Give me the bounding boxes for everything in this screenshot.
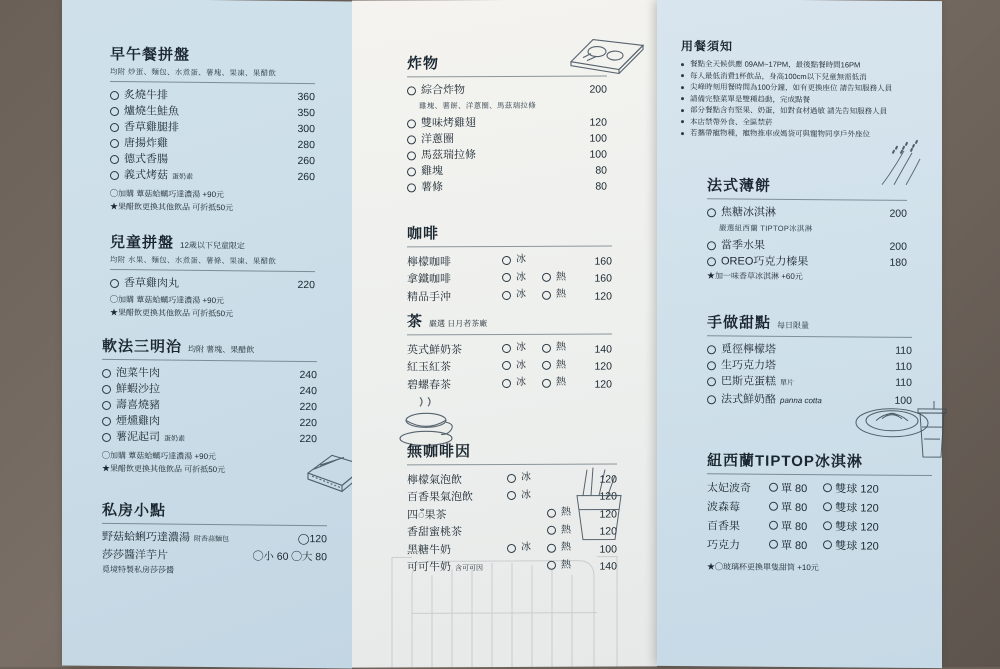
section-title: 茶嚴選 日月者茶廠 [407, 310, 612, 332]
star-note: ★◯玻璃杯更換單隻甜筒 +10元 [707, 561, 932, 575]
menu-item[interactable]: 焦糖冰淇淋 200 [707, 204, 907, 222]
bullet-ring-icon [102, 384, 111, 393]
option-cold[interactable]: 冰 [502, 375, 542, 391]
section-snacks [102, 499, 327, 578]
bullet-ring-icon [507, 491, 516, 500]
item-note: 覓境特製私房莎莎醬 [102, 564, 327, 578]
item-note: panna cotta [780, 396, 822, 405]
item-note: 含可可因 [455, 565, 483, 572]
notice-item: 部分餐點含有堅果、奶蛋，如對食材過敏 請先告知服務人員 [681, 104, 916, 117]
divider [102, 523, 327, 526]
bullet-ring-icon [707, 377, 716, 386]
option-hot[interactable]: 熱 [547, 505, 587, 521]
bullet-ring-icon [102, 400, 111, 409]
option-double[interactable]: 雙球 120 [823, 480, 878, 499]
bullet-ring-icon [407, 86, 416, 95]
bullet-ring-icon [110, 171, 119, 180]
option-cold[interactable]: 冰 [502, 340, 542, 356]
bullet-ring-icon [823, 483, 832, 492]
option-cold[interactable]: 冰 [507, 540, 547, 556]
bullet-ring-icon [110, 279, 119, 288]
bullet-ring-icon [823, 502, 832, 511]
notice-item: 餐點全天候供應 09AM~17PM，最後點餐時間16PM [681, 58, 916, 71]
menu-item[interactable]: 黑糖牛奶 冰 熱 100 [407, 540, 617, 558]
menu-item[interactable]: 炙燒牛排 360 [110, 87, 315, 105]
bullet-ring-icon [502, 255, 511, 264]
divider [110, 81, 315, 84]
menu-item[interactable]: 爐燒生鮭魚 350 [110, 103, 315, 121]
menu-item[interactable]: 壽喜燒豬 220 [102, 397, 317, 415]
bullet-ring-icon [542, 378, 551, 387]
menu-item[interactable]: 精品手沖 冰 熱 120 [407, 287, 612, 305]
star-note: ★果醋飲更換其他飲品 可折抵50元 [110, 201, 315, 215]
menu-item[interactable]: 香甜蜜桃茶 熱 120 [407, 522, 617, 540]
section-subnote: 均附 水果、麵包、水煮蛋、薯條、果凍、果醋飲 [110, 254, 315, 267]
option-hot[interactable]: 熱 [547, 522, 587, 538]
divider [407, 76, 607, 78]
menu-item[interactable]: 巴斯克蛋糕 單片 110 [707, 373, 912, 393]
divider [707, 473, 932, 476]
option-hot[interactable]: 熱 [542, 357, 582, 373]
divider [707, 335, 912, 338]
section-title: 炸物 [407, 52, 607, 74]
section-title: 兒童拼盤 12歲以下兒童限定 [110, 231, 315, 254]
bullet-ring-icon [407, 183, 416, 192]
bullet-ring-icon [823, 521, 832, 530]
bullet-ring-icon [707, 395, 716, 404]
bullet-ring-icon [542, 361, 551, 370]
menu-item[interactable]: 四ँ果茶 熱 120 [407, 505, 617, 523]
section-sandwich [102, 335, 317, 477]
section-title: 無咖啡因 [407, 440, 617, 462]
addon-note: ◯加購 蕈菇蛤蠣巧達濃湯 +90元 [110, 188, 315, 202]
bullet-ring-icon [102, 416, 111, 425]
section-title-note: 每日限量 [777, 321, 809, 330]
menu-item[interactable]: 雙味烤雞翅 120 [407, 115, 607, 132]
section-crepe [707, 174, 907, 284]
menu-item[interactable]: OREO巧克力榛果 180 [707, 253, 907, 271]
bullet-ring-icon [507, 473, 516, 482]
section-title: 私房小點 [102, 499, 327, 522]
menu-item[interactable]: 檸檬咖啡 冰 160 [407, 252, 612, 270]
notice-item: 本店禁帶外食、全區禁菸 [681, 116, 916, 129]
bullet-ring-icon [769, 502, 778, 511]
menu-item[interactable]: 泡菜牛肉 240 [102, 365, 317, 383]
option-cold[interactable]: 冰 [502, 269, 542, 285]
section-title-note: 嚴選 日月者茶廠 [429, 319, 487, 328]
section-coffee [407, 222, 612, 305]
bullet-ring-icon [769, 483, 778, 492]
item-note: 單片 [780, 380, 794, 387]
option-hot[interactable]: 熱 [547, 557, 587, 573]
section-title-note: 12歲以下兒童限定 [180, 241, 245, 251]
bullet-ring-icon [502, 378, 511, 387]
section-notice [681, 37, 916, 140]
star-note: ★果醋飲更換其他飲品 可折抵50元 [110, 307, 315, 321]
bullet-ring-icon [707, 345, 716, 354]
menu-item[interactable]: 百香果 單 80 雙球 120 [707, 517, 932, 538]
bullet-ring-icon [769, 540, 778, 549]
option-hot[interactable]: 熱 [547, 540, 587, 556]
section-title: 咖啡 [407, 222, 612, 244]
section-kids-platter [110, 231, 315, 321]
bullet-ring-icon [823, 540, 832, 549]
menu-item[interactable]: 當季水果 200 [707, 237, 907, 255]
section-title-note: 均附 薯塊、果醋飲 [188, 345, 254, 355]
star-note: ★加一味香草冰淇淋 +60元 [707, 270, 907, 284]
menu-item[interactable]: 馬茲瑞拉條 100 [407, 147, 607, 164]
bullet-ring-icon [407, 119, 416, 128]
menu-item[interactable]: 香草雞肉丸 220 [110, 275, 315, 293]
gate-illustration-icon [352, 516, 657, 667]
notice-item: 每人最低消費1杯飲品，身高100cm以下兒童無需低消 [681, 70, 916, 83]
addon-note: ◯加購 蕈菇蛤蠣巧達濃湯 +90元 [102, 450, 317, 464]
menu-item[interactable]: 可可牛奶 含可可因 熱 140 [407, 557, 617, 577]
section-icecream [707, 449, 932, 575]
bullet-ring-icon [502, 343, 511, 352]
option-hot[interactable]: 熱 [542, 340, 582, 356]
menu-item[interactable]: 覓徑檸檬塔 110 [707, 341, 912, 359]
menu-item[interactable]: 紅玉紅茶 冰 熱 120 [407, 357, 612, 375]
menu-item[interactable]: 綜合炸物 200 [407, 82, 607, 99]
bullet-ring-icon [542, 290, 551, 299]
bullet-ring-icon [407, 167, 416, 176]
bullet-ring-icon [769, 521, 778, 530]
menu-item[interactable]: 洋蔥圈 100 [407, 131, 607, 148]
bullet-ring-icon [110, 123, 119, 132]
menu-item[interactable]: 百香果氣泡飲 冰 120 [407, 487, 617, 505]
option-double[interactable]: 雙球 120 [823, 518, 878, 537]
bullet-ring-icon [502, 290, 511, 299]
menu-item[interactable]: 義式烤菇 蛋奶素 260 [110, 167, 315, 187]
bullet-ring-icon [110, 107, 119, 116]
bullet-ring-icon [407, 135, 416, 144]
notice-item: 請備完整菜單是雙種趋動，完成點餐 [681, 93, 916, 106]
bullet-ring-icon [407, 151, 416, 160]
item-tag: 蛋奶素 [172, 174, 193, 181]
option-hot[interactable]: 熱 [542, 287, 582, 303]
menu-item[interactable]: 薯泥起司 蛋奶素 220 [102, 429, 317, 449]
bullet-ring-icon [707, 208, 716, 217]
option-double[interactable]: 雙球 120 [823, 537, 878, 556]
item-tag: 蛋奶素 [164, 436, 185, 443]
item-desc: 嚴選紐西蘭 TIPTOP冰淇淋 [719, 222, 907, 234]
menu-item[interactable]: 法式鮮奶酪 panna cotta 100 [707, 391, 912, 410]
divider [110, 269, 315, 272]
bullet-ring-icon [502, 361, 511, 370]
bullet-ring-icon [542, 273, 551, 282]
menu-item[interactable]: 煙燻雞肉 220 [102, 413, 317, 431]
section-subnote: 均附 炒蛋、麵包、水煮蛋、薯塊、果凍、果醋飲 [110, 66, 315, 79]
divider [707, 198, 907, 201]
menu-item[interactable]: 鮮蝦沙拉 240 [102, 381, 317, 399]
option-single[interactable]: 單 80 [769, 480, 807, 499]
menu-item[interactable]: 檸檬氣泡飲 冰 120 [407, 470, 617, 488]
notice-item: 尖峰時刻用餐時間為100分鐘，如有更換座位 請告知服務人員 [681, 81, 916, 94]
option-double[interactable]: 雙球 120 [823, 499, 878, 518]
star-note: ★果醋飲更換其他飲品 可折抵50元 [102, 463, 317, 477]
section-title: 法式薄餅 [707, 174, 907, 197]
item-desc: 雞塊、薯餅、洋蔥圈、馬茲瑞拉條 [419, 100, 607, 112]
option-hot[interactable]: 熱 [542, 375, 582, 391]
option-cold[interactable]: 冰 [507, 470, 547, 486]
option-hot[interactable]: 熱 [542, 269, 582, 285]
bullet-ring-icon [502, 273, 511, 282]
menu-item[interactable]: 德式香腸 260 [110, 151, 315, 169]
menu-item[interactable]: 碧螺春茶 冰 熱 120 [407, 375, 612, 393]
option-cold[interactable]: 冰 [502, 357, 542, 373]
section-title: 早午餐拼盤 [110, 43, 315, 66]
menu-item[interactable]: 生巧克力塔 110 [707, 357, 912, 375]
section-title: 手做甜點 每日限量 [707, 311, 912, 334]
section-tea [407, 310, 612, 393]
divider [102, 359, 317, 362]
addon-note: ◯加購 蕈菇蛤蠣巧達濃湯 +90元 [110, 294, 315, 308]
option-single[interactable]: 單 80 [769, 518, 807, 537]
bullet-ring-icon [110, 139, 119, 148]
bullet-ring-icon [707, 241, 716, 250]
option-cold[interactable]: 冰 [502, 252, 542, 268]
menu-item[interactable]: 雞塊 80 [407, 163, 607, 180]
bullet-ring-icon [110, 91, 119, 100]
menu-item[interactable]: 薯條 80 [407, 179, 607, 196]
bullet-ring-icon [110, 155, 119, 164]
menu-item[interactable]: 唐揚炸雞 280 [110, 135, 315, 153]
menu-item[interactable]: 波森莓 單 80 雙球 120 [707, 498, 932, 519]
notice-item: 若攜帶寵物種，寵物推車或媽袋可與寵物同享戶外座位 [681, 127, 916, 140]
option-single[interactable]: 單 80 [769, 499, 807, 518]
bullet-ring-icon [707, 257, 716, 266]
brochure-left-panel [62, 0, 352, 669]
divider [407, 246, 612, 248]
menu-item[interactable]: 香草雞腿排 300 [110, 119, 315, 137]
bullet-ring-icon [707, 361, 716, 370]
divider [407, 334, 612, 336]
section-title: 用餐須知 [681, 37, 916, 56]
menu-item[interactable]: 拿鐵咖啡 冰 熱 160 [407, 269, 612, 287]
option-cold[interactable]: 冰 [507, 487, 547, 503]
section-fried [407, 52, 607, 196]
option-cold[interactable]: 冰 [502, 287, 542, 303]
brochure-right-panel [657, 0, 942, 668]
menu-item[interactable]: 太妃波奇 單 80 雙球 120 [707, 479, 932, 500]
section-title: 軟法三明治 均附 薯塊、果醋飲 [102, 335, 317, 358]
menu-item[interactable]: 英式鮮奶茶 冰 熱 140 [407, 340, 612, 358]
bullet-ring-icon [542, 343, 551, 352]
notice-list [681, 58, 916, 140]
brochure-middle-panel [352, 0, 657, 668]
option-single[interactable]: 單 80 [769, 537, 807, 556]
menu-item[interactable]: 莎莎醬洋芋片 ◯小 60 ◯大 80 [102, 547, 327, 565]
section-title: 紐西蘭TIPTOP冰淇淋 [707, 449, 932, 472]
item-note: 附香蒜麵包 [194, 536, 229, 543]
bullet-ring-icon [102, 432, 111, 441]
section-breakfast-platter [110, 43, 315, 215]
bullet-ring-icon [102, 368, 111, 377]
menu-item[interactable]: 巧克力 單 80 雙球 120 [707, 536, 932, 557]
menu-item[interactable]: 野菇蛤蜊巧達濃湯 附香蒜麵包 ◯120 [102, 529, 327, 549]
